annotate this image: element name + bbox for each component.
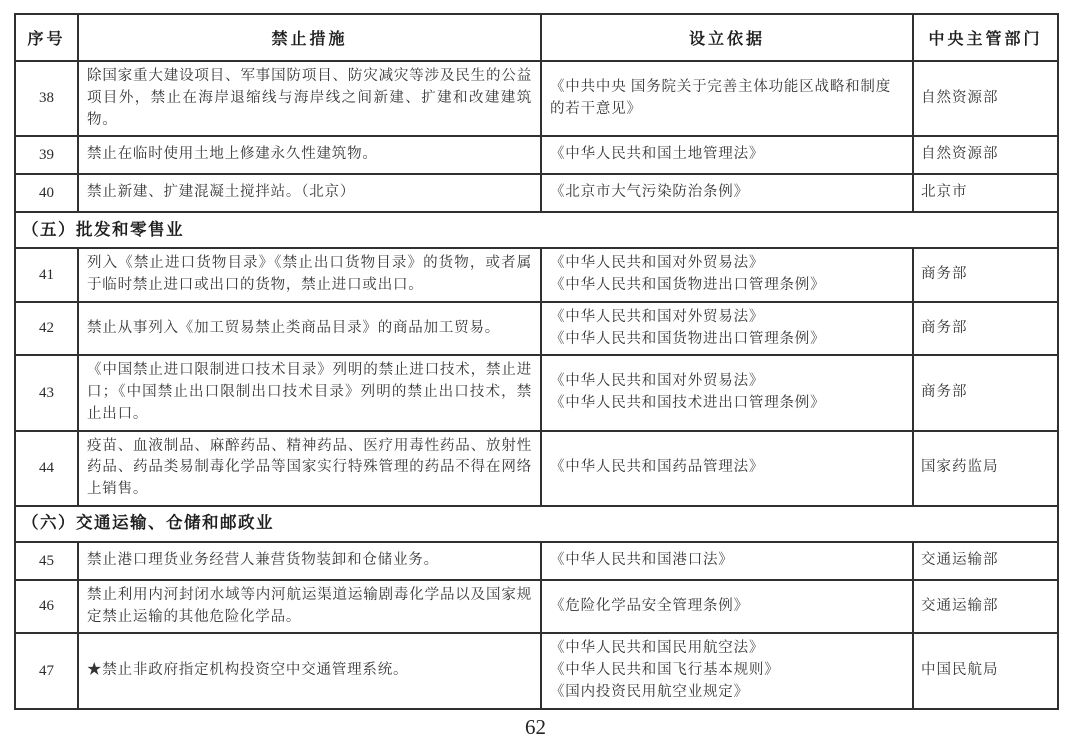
basis-line: 《中华人民共和国技术进出口管理条例》: [550, 394, 826, 411]
basis-line: 《中华人民共和国土地管理法》: [550, 146, 765, 163]
measure-text: 除国家重大建设项目、军事国防项目、防灾减灾等涉及民生的公益项目外，禁止在海岸退缩线与海岸线之间新建、扩建和改建建筑物。: [78, 61, 541, 136]
basis-text: [541, 431, 913, 506]
col-header-measure: 禁止措施: [78, 14, 541, 61]
serial-number: 38: [15, 61, 78, 136]
department-text: 商务部: [913, 248, 1058, 302]
basis-text: [541, 174, 913, 212]
serial-number: 44: [15, 431, 78, 506]
measure-text: 禁止从事列入《加工贸易禁止类商品目录》的商品加工贸易。: [78, 302, 541, 356]
section-row: [15, 212, 1058, 248]
basis-line: 《中华人民共和国对外贸易法》: [550, 373, 765, 390]
col-header-department: 中央主管部门: [913, 14, 1058, 61]
serial-number: 43: [15, 355, 78, 430]
basis-line: 《中华人民共和国对外贸易法》: [550, 308, 765, 325]
measure-text: 《中国禁止进口限制进口技术目录》列明的禁止进口技术，禁止进口；《中国禁止出口限制出口技术目录》列明的禁止出口技术，禁止出口。: [78, 355, 541, 430]
basis-line: 《中华人民共和国飞行基本规则》: [550, 662, 780, 678]
basis-text: [541, 355, 913, 430]
basis-line: 《中华人民共和国港口法》: [550, 551, 734, 568]
table-body: [15, 61, 1058, 709]
page-number: 62: [525, 714, 546, 739]
table-row: [15, 431, 1058, 506]
table-row: [15, 248, 1058, 302]
department-text: 商务部: [913, 355, 1058, 430]
serial-number: 39: [15, 136, 78, 174]
basis-text: [541, 136, 913, 174]
measure-text: 禁止新建、扩建混凝土搅拌站。（北京）: [78, 174, 541, 212]
basis-line: 《中共中央 国务院关于完善主体功能区战略和制度的若干意见》: [550, 78, 892, 117]
measure-text: 禁止港口理货业务经营人兼营货物装卸和仓储业务。: [78, 542, 541, 580]
basis-line: 《中华人民共和国货物进出口管理条例》: [550, 277, 826, 293]
basis-text: [541, 302, 913, 356]
department-text: 商务部: [913, 302, 1058, 356]
department-text: 中国民航局: [913, 633, 1058, 708]
serial-number: 46: [15, 580, 78, 634]
section-label: （六）交通运输、仓储和邮政业: [15, 506, 1058, 542]
measure-text: 禁止利用内河封闭水域等内河航运渠道运输剧毒化学品以及国家规定禁止运输的其他危险化学品。: [78, 580, 541, 634]
table-row: [15, 633, 1058, 708]
col-header-basis: 设立依据: [541, 14, 913, 61]
basis-text: [541, 580, 913, 634]
basis-line: 《国内投资民用航空业规定》: [550, 683, 749, 700]
measure-text: 疫苗、血液制品、麻醉药品、精神药品、医疗用毒性药品、放射性药品、药品类易制毒化学品等国家实行特殊管理的药品不得在网络上销售。: [78, 431, 541, 506]
prohibition-table: [14, 13, 1059, 710]
table-row: [15, 136, 1058, 174]
table-row: [15, 355, 1058, 430]
section-label: （五）批发和零售业: [15, 212, 1058, 248]
serial-number: 45: [15, 542, 78, 580]
serial-number: 41: [15, 248, 78, 302]
basis-line: 《中华人民共和国货物进出口管理条例》: [550, 330, 826, 347]
serial-number: 40: [15, 174, 78, 212]
department-text: 自然资源部: [913, 136, 1058, 174]
table-row: [15, 580, 1058, 634]
measure-text: 禁止在临时使用土地上修建永久性建筑物。: [78, 136, 541, 174]
basis-text: [541, 633, 913, 708]
serial-number: 47: [15, 633, 78, 708]
basis-line: 《中华人民共和国民用航空法》: [550, 640, 765, 657]
measure-text: ★禁止非政府指定机构投资空中交通管理系统。: [78, 633, 541, 708]
basis-line: 《北京市大气污染防治条例》: [550, 184, 749, 201]
serial-number: 42: [15, 302, 78, 356]
col-header-serial: 序号: [15, 14, 78, 61]
section-row: [15, 506, 1058, 542]
department-text: 交通运输部: [913, 542, 1058, 580]
department-text: 交通运输部: [913, 580, 1058, 634]
table-row: [15, 302, 1058, 356]
department-text: 自然资源部: [913, 61, 1058, 136]
table-row: [15, 542, 1058, 580]
header-row: [15, 14, 1058, 61]
basis-line: 《中华人民共和国药品管理法》: [550, 459, 765, 476]
basis-text: [541, 248, 913, 302]
basis-line: 《中华人民共和国对外贸易法》: [550, 255, 765, 272]
table-row: [15, 61, 1058, 136]
basis-line: 《危险化学品安全管理条例》: [550, 597, 749, 614]
basis-text: [541, 61, 913, 136]
department-text: 北京市: [913, 174, 1058, 212]
department-text: 国家药监局: [913, 431, 1058, 506]
table-row: [15, 174, 1058, 212]
basis-text: [541, 542, 913, 580]
measure-text: 列入《禁止进口货物目录》《禁止出口货物目录》的货物，或者属于临时禁止进口或出口的货物，禁止进口或出口。: [78, 248, 541, 302]
